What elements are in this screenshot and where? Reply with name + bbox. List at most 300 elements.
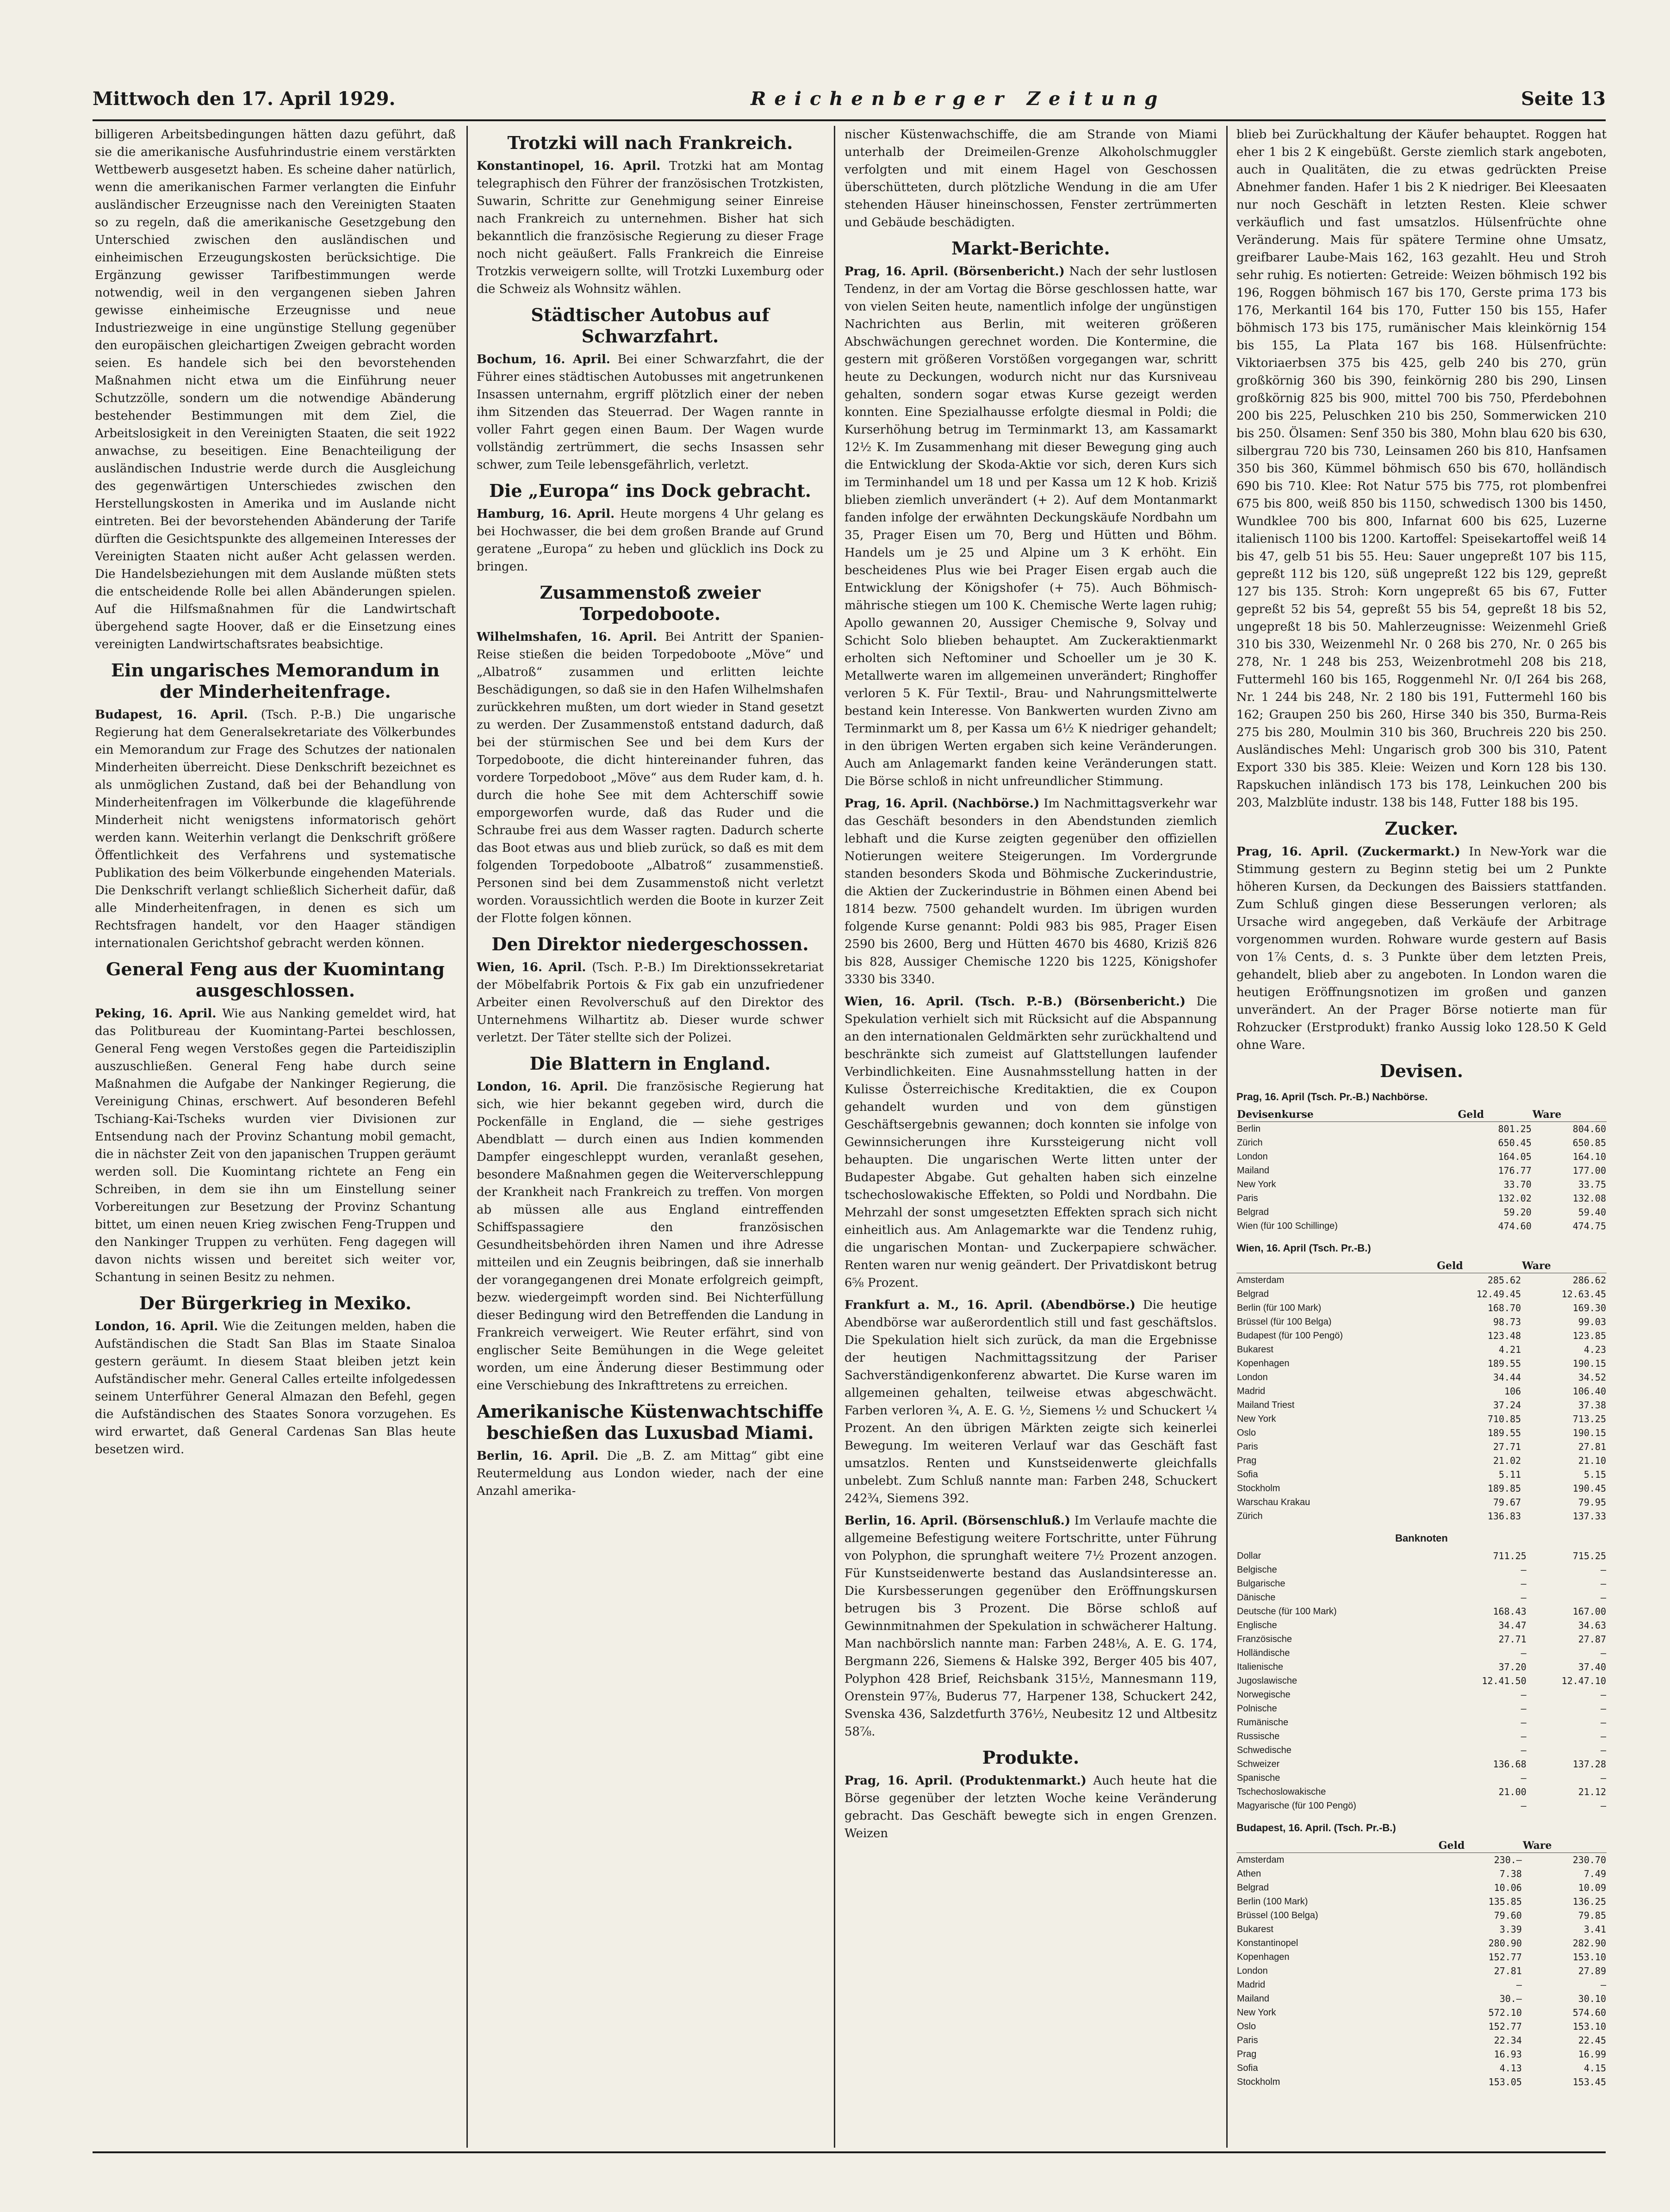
table-row <box>1236 1384 1607 1398</box>
dateline: Frankfurt a. M., 16. April. <box>844 1298 1033 1312</box>
article-headline: Amerikanische Küstenwachtschiffe beschießen das Luxusbad Miami. <box>477 1401 824 1443</box>
rate-geld: 10.06 <box>1494 1882 1522 1893</box>
currency-name: Paris <box>1237 1193 1258 1203</box>
rate-ware: 230.70 <box>1572 1854 1606 1865</box>
article-text: Im Nachmittagsverkehr war das Geschäft besonders in den Abendstunden ziemlich lebhaft und die Kurse zeigten gegenüber den offiziellen Notierungen weitere Steigerungen. Im Vordergrunde standen besonders Skoda und Böhmische Zuckerindustrie, die Aktien der Zuckerindustrie in Böhmen einen Abend bei 1814 bezw. 7500 gehandelt wurden. Im übrigen wurden folgende Kurse genannt: Poldi 983 bis 985, Prager Eisen 2590 bis 2600, Berg und Hütten 4670 bis 4680, Kriziš 826 bis 828, Aussiger Chemische 1220 bis 1225, Königshofer 3330 bis 3340. <box>844 797 1217 986</box>
article-body <box>95 1318 456 1458</box>
article-text: nischer Küstenwachschiffe, die am Strande von Miami unterhalb der Dreimeilen-Grenze Alkoholschmuggler verfolgten und mit einem Hagel von Geschossen überschütteten, durch plötzliche Wendung in die am Ufer stehenden Häuser hineinschossen, Fenster zertrümmerten und Gebäude beschädigten. <box>844 128 1217 229</box>
rate-geld: 136.83 <box>1487 1511 1521 1522</box>
rate-geld: 136.68 <box>1493 1759 1527 1770</box>
rate-ware: 37.40 <box>1578 1661 1606 1673</box>
column-divider <box>1226 126 1228 2148</box>
currency-name: Stockholm <box>1237 1483 1280 1493</box>
rate-ware: 177.00 <box>1572 1165 1606 1176</box>
rate-geld: 12.49.45 <box>1476 1289 1521 1300</box>
currency-name: New York <box>1237 1179 1276 1190</box>
rate-geld: 33.70 <box>1503 1179 1532 1190</box>
dateline: London, 16. April. <box>477 1080 608 1094</box>
currency-name: Belgrad <box>1237 1207 1269 1217</box>
currency-name: Berlin (für 100 Mark) <box>1237 1303 1322 1313</box>
currency-name: Oslo <box>1237 1428 1256 1438</box>
rate-ware: — <box>1600 1772 1606 1784</box>
report-type: (Börsenschluß.) <box>962 1514 1071 1528</box>
currency-table-wien <box>1236 1259 1607 1523</box>
rate-ware: 12.63.45 <box>1561 1289 1606 1300</box>
column-3 <box>844 126 1217 2148</box>
table-row <box>1236 1743 1607 1757</box>
table-row <box>1236 2020 1607 2033</box>
rate-ware: — <box>1600 1564 1606 1575</box>
dateline: Wien, 16. April. <box>844 995 964 1009</box>
currency-name: Mailand Triest <box>1237 1400 1295 1410</box>
rate-geld: 3.39 <box>1499 1924 1522 1935</box>
rate-ware: 37.38 <box>1578 1400 1606 1411</box>
footer-rule <box>93 2151 1606 2153</box>
currency-name: Stockholm <box>1237 2077 1280 2087</box>
currency-name: Englische <box>1237 1620 1277 1630</box>
rate-geld: 22.34 <box>1494 2035 1522 2046</box>
rate-ware: — <box>1600 1800 1606 1811</box>
currency-name: Italienische <box>1237 1662 1284 1672</box>
rate-geld: 285.62 <box>1487 1275 1521 1286</box>
rate-ware: 59.40 <box>1578 1207 1606 1218</box>
currency-name: London <box>1237 1152 1268 1162</box>
currency-name: Wien (für 100 Schillinge) <box>1237 1221 1338 1231</box>
report-type: (Zuckermarkt.) <box>1357 845 1460 859</box>
table-row <box>1236 1978 1607 1992</box>
table-row <box>1236 1936 1607 1950</box>
currency-name: Dollar <box>1237 1551 1261 1561</box>
dateline: Wilhelmshafen, 16. April. <box>477 630 657 644</box>
currency-name: Norwegische <box>1237 1690 1291 1700</box>
rate-geld: 27.71 <box>1493 1441 1521 1452</box>
currency-name: Athen <box>1237 1869 1261 1879</box>
currency-name: London <box>1237 1966 1268 1976</box>
rate-ware: 79.85 <box>1578 1910 1606 1921</box>
article-body <box>477 628 824 927</box>
rate-ware: 282.90 <box>1572 1938 1606 1949</box>
table-row <box>1236 1688 1607 1702</box>
currency-name: Dänische <box>1237 1592 1276 1603</box>
currency-name: Amsterdam <box>1237 1855 1285 1865</box>
column-1 <box>95 126 456 2148</box>
rate-geld: 164.05 <box>1498 1151 1532 1162</box>
rate-geld: 710.85 <box>1487 1413 1521 1425</box>
dateline: Wien, 16. April. <box>477 960 586 974</box>
article-text: Die heutige Abendbörse war außerordentlich still und fast geschäftslos. Die Spekulation hielt sich zurück, da man die Ergebnisse der heutigen Nachmittagssitzung der Pariser Sachverständigenkonferenz abwartet. Die Kurse waren im allgemeinen gehalten, teilweise etwas abgeschwächt. Farben verloren ¾, A. E. G. ½, Siemens ½ und Schuckert ¼ Prozent. An den übrigen Märkten zeigte sich keinerlei Bewegung. Im weiteren Verlauf war das Geschäft fast umsatzlos. Renten und Kunstseidenwerte gleichfalls unbelebt. Zum Schluß nannte man: Farben 248, Schuckert 242¾, Siemens 392. <box>844 1298 1217 1506</box>
rate-ware: 137.33 <box>1572 1511 1606 1522</box>
table-row <box>1236 1301 1607 1315</box>
currency-name: Bukarest <box>1237 1924 1273 1934</box>
table-row <box>1236 1370 1607 1384</box>
report-type: (Abendbörse.) <box>1040 1298 1136 1312</box>
header-rule <box>93 119 1606 121</box>
table-row <box>1236 1150 1607 1164</box>
rate-ware: 7.49 <box>1583 1868 1606 1879</box>
table-row <box>1236 1329 1607 1343</box>
currency-name: Brüssel (für 100 Belga) <box>1237 1317 1332 1327</box>
rate-geld: 16.93 <box>1494 2049 1522 2060</box>
table-header: Ware <box>1532 1108 1607 1122</box>
rate-ware: 4.15 <box>1583 2063 1606 2074</box>
report-type: (Börsenbericht.) <box>953 265 1065 279</box>
article-text: Wie aus Nanking gemeldet wird, hat das Politbureau der Kuomintang-Partei beschlossen, General Feng wegen Verstoßes gegen die Parteidisziplin auszuschließen. General Feng habe durch seine Maßnahmen die Aufgabe der Nankinger Regierung, die Vereinigung Chinas, erschwert. Auf besonderen Befehl Tschiang-Kai-Tscheks wurden vier Divisionen zur Entsendung nach der Provinz Schantung mobil gemacht, die in nächster Zeit von den japanischen Truppen geräumt werden soll. Die Kuomintang richtete an Feng ein Schreiben, in dem sie ihn um Einstellung seiner Vorbereitungen zur Besetzung der Provinz Schantung bittet, um einen neuen Krieg zwischen Feng-Truppen und den Nankinger Truppen zu verhüten. Feng dagegen will davon nichts wissen und bereitet sich weiter vor, Schantung in seinen Besitz zu nehmen. <box>95 1007 456 1284</box>
rate-geld: — <box>1521 1592 1527 1603</box>
rate-ware: 153.45 <box>1572 2076 1606 2088</box>
rate-geld: 711.25 <box>1493 1550 1527 1561</box>
table-row <box>1236 1674 1607 1688</box>
table-row <box>1236 1440 1607 1454</box>
currency-name: Mailand <box>1237 1994 1270 2004</box>
rate-geld: 650.45 <box>1498 1137 1532 1148</box>
currency-name: London <box>1237 1372 1268 1382</box>
table-row <box>1236 1122 1607 1136</box>
report-type: (Tsch. P.-B.) (Börsenbericht.) <box>974 995 1186 1009</box>
currency-name: Sofia <box>1237 2063 1258 2073</box>
rate-geld: 37.24 <box>1493 1400 1521 1411</box>
rate-ware: 132.08 <box>1572 1193 1606 1204</box>
article-headline: Ein ungarisches Memorandum in der Minderheitenfrage. <box>111 660 440 702</box>
rate-geld: 27.81 <box>1494 1965 1522 1977</box>
currency-name: Amsterdam <box>1237 1275 1285 1285</box>
rate-geld: 79.60 <box>1494 1910 1522 1921</box>
article-text: Trotzki hat am Montag telegraphisch den Führer der französischen Trotzkisten, Suwarin, Schritte zur Genehmigung seiner Einreise nach Frankreich zu unternehmen. Bisher hat sich bekanntlich die französische Regierung zu dieser Frage noch nicht geäußert. Falls Frankreich die Einreise Trotzkis verweigern sollte, will Trotzki Luxemburg oder die Schweiz als Wohnsitz wählen. <box>477 159 824 296</box>
currency-name: Belgische <box>1237 1565 1277 1575</box>
article-body <box>477 351 824 474</box>
table-row <box>1236 1895 1607 1908</box>
table-row <box>1236 1549 1607 1563</box>
rate-geld: 21.02 <box>1493 1455 1521 1466</box>
article-text: blieb bei Zurückhaltung der Käufer behauptet. Roggen hat eher 1 bis 2 K eingebüßt. Gerste ziemlich stark angeboten, auch in Qualitäten, die zu etwas gedrückten Preise Abnehmer fanden. Hafer 1 bis 2 K niedriger. Bei Kleesaaten nur noch Geschäft in letzten Resten. Kleie schwer verkäuflich und fast umsatzlos. Hülsenfrüchte ohne Veränderung. Mais für spätere Termine ohne Umsatz, greifbarer Laube-Mais 162, 163 gezahlt. Heu und Stroh sehr ruhig. Es notierten: Getreide: Weizen böhmisch 192 bis 196, Roggen böhmisch 167 bis 170, Gerste prima 173 bis 176, Merkantil 164 bis 170, Futter 150 bis 155, Hafer böhmisch 173 bis 175, rumänischer Mais kleinkörnig 154 bis 155, La Plata 167 bis 168. Hülsenfrüchte: Viktoriaerbsen 375 bis 425, gelb 240 bis 270, grün großkörnig 360 bis 390, feinkörnig 280 bis 290, Linsen großkörnig 825 bis 900, mittel 700 bis 750, Pferdebohnen 200 bis 225, Peluschken 210 bis 250, Sommerwicken 210 bis 250. Ölsamen: Senf 350 bis 380, Mohn blau 620 bis 630, silbergrau 720 bis 730, Leinsamen 260 bis 810, Hanfsamen 350 bis 360, Kümmel böhmisch 650 bis 670, holländisch 690 bis 710. Klee: Rot Natur 575 bis 775, rot plombenfrei 675 bis 800, weiß 850 bis 1150, schwedisch 1300 bis 1450, Wundklee 700 bis 800, Infarnat 600 bis 625, Luzerne italienisch 1100 bis 1200. Kartoffel: Speisekartoffel weiß 14 bis 47, gelb 51 bis 55. Heu: Sauer ungepreßt 107 bis 115, gepreßt 112 bis 120, süß ungepreßt 122 bis 129, gepreßt 127 bis 135. Stroh: Korn ungepreßt 65 bis 67, Futter gepreßt 52 bis 54, gepreßt 55 bis 54, gepreßt 18 bis 52, ungepreßt 18 bis 50. Mahlerzeugnisse: Weizenmehl Grieß 310 bis 330, Weizenmehl Nr. 0 268 bis 270, Nr. 0 265 bis 278, Nr. 1 248 bis 253, Weizenbrotmehl 208 bis 218, Futtermehl 160 bis 165, Roggenmehl Nr. 0/I 264 bis 268, Nr. 1 244 bis 248, Nr. 2 180 bis 191, Futtermehl 160 bis 162; Graupen 250 bis 260, Hirse 340 bis 350, Burma-Reis 275 bis 280, Moulmin 310 bis 360, Bruchreis 220 bis 250. Ausländisches Mehl: Ungarisch grob 300 bis 310, Patent Export 330 bis 385. Kleie: Weizen und Korn 128 bis 130. Rapskuchen inländisch 173 bis 178, Leinkuchen 200 bis 203, Malzblüte industr. 138 bis 148, Futter 188 bis 195. <box>1236 128 1607 810</box>
rate-ware: 21.12 <box>1578 1786 1606 1797</box>
article-body <box>95 706 456 952</box>
rate-geld: 34.47 <box>1498 1620 1527 1631</box>
section-headline: Devisen. <box>1379 1060 1464 1081</box>
rate-ware: 713.25 <box>1572 1413 1606 1425</box>
table-row <box>1236 1205 1607 1219</box>
rate-ware: 33.75 <box>1578 1179 1606 1190</box>
rate-geld: 168.70 <box>1487 1302 1521 1314</box>
article-headline: Trotzki will nach Frankreich. <box>507 132 793 153</box>
table-row <box>1236 1799 1607 1813</box>
rate-geld: 59.20 <box>1503 1207 1532 1218</box>
rate-geld: 4.21 <box>1498 1344 1521 1355</box>
column-divider <box>834 126 835 2148</box>
rate-geld: — <box>1516 1979 1522 1990</box>
column-2 <box>477 126 824 2148</box>
rate-ware: — <box>1600 1979 1606 1990</box>
table-title: Budapest, 16. April. (Tsch. Pr.-B.) <box>1236 1822 1396 1834</box>
table-row <box>1236 1273 1607 1288</box>
table-row <box>1236 1412 1607 1426</box>
rate-ware: — <box>1600 1731 1606 1742</box>
currency-name: Bulgarische <box>1237 1579 1285 1589</box>
market-report <box>844 1296 1217 1507</box>
currency-name: Madrid <box>1237 1980 1266 1990</box>
table-title: Banknoten <box>1395 1532 1448 1544</box>
rate-geld: — <box>1521 1564 1527 1575</box>
currency-name: Französische <box>1237 1634 1292 1644</box>
currency-name: Konstantinopel <box>1237 1938 1298 1948</box>
table-row <box>1236 1950 1607 1964</box>
table-row <box>1236 1716 1607 1729</box>
rate-geld: 37.20 <box>1498 1661 1527 1673</box>
rate-geld: — <box>1521 1731 1527 1742</box>
table-row <box>1236 1702 1607 1716</box>
rate-ware: 190.15 <box>1572 1427 1606 1438</box>
currency-name: Belgrad <box>1237 1883 1269 1893</box>
article-text: Auch heute hat die Börse gegenüber der letzten Woche keine Veränderung gebracht. Das Geschäft bewegte sich in engen Grenzen. Weizen <box>844 1774 1217 1840</box>
table-row <box>1236 1136 1607 1150</box>
article-text: billigeren Arbeitsbedingungen hätten dazu geführt, daß sie die amerikanische Ausfuhrindustrie einem verstärkten Wettbewerb ausgesetzt haben. Es scheine daher natürlich, wenn die amerikanischen Farmer verlangten die Einfuhr ausländischer Erzeugnisse nach den Vereinigten Staaten so zu regeln, daß die amerikanische Gesetzgebung den Unterschied zwischen den ausländischen und einheimischen Erzeugungskosten berücksichtige. Die Ergänzung gewisser Tarifbestimmungen werde notwendig, weil in den vergangenen sieben Jahren gewisse einheimische Erzeugnisse und neue Industriezweige in eine ungünstige Stellung gegenüber den europäischen gleichartigen Zweigen gebracht worden seien. Es handele sich bei den bevorstehenden Maßnahmen nicht etwa um die Einführung neuer Schutzzölle, sondern um die notwendige Abänderung bestehender Bestimmungen mit dem Ziel, die Arbeitslosigkeit in den Vereinigten Staaten, die seit 1922 anwachse, zu beseitigen. Eine Benachteiligung der ausländischen Industrie werde durch die Ausgleichung des gegenwärtigen Unterschiedes zwischen den Herstellungskosten in Amerika und im Auslande nicht eintreten. Bei der bevorstehenden Abänderung der Tarife dürften die Gesichtspunkte des allgemeinen Interesses der Vereinigten Staaten nicht außer Acht gelassen werden. Die Handelsbeziehungen mit dem Auslande müßten stets die entscheidende Rolle bei allen Abänderungen spielen. Auf die Hilfsmaßnahmen für die Landwirtschaft übergehend sagte Hoover, daß er die Einsetzung eines vereinigten Landwirtschaftsrates beabsichtige. <box>95 128 456 651</box>
table-header: Ware <box>1522 1839 1607 1853</box>
rate-ware: — <box>1600 1578 1606 1589</box>
currency-name: Spanische <box>1237 1773 1280 1783</box>
rate-ware: 650.85 <box>1572 1137 1606 1148</box>
table-row <box>1236 1357 1607 1370</box>
currency-name: Zürich <box>1237 1138 1263 1148</box>
currency-name: Deutsche (für 100 Mark) <box>1237 1606 1337 1617</box>
banknote-table <box>1236 1549 1607 1813</box>
article-body <box>95 1005 456 1286</box>
rate-ware: 27.87 <box>1578 1634 1606 1645</box>
article-text: (Tsch. P.-B.) Die ungarische Regierung hat dem Generalsekretariate des Völkerbundes ein Memorandum zur Frage des Schutzes der nationalen Minderheiten überreicht. Diese Denkschrift bezeichnet es als unmöglichen Zustand, daß bei der Behandlung von Minderheitenfragen im Völkerbunde die klageführende Minderheit nicht wenigstens informatorisch gehört werden kann. Weiterhin verlangt die Denkschrift größere Öffentlichkeit des Verfahrens und systematische Publikation des beim Völkerbunde eingehenden Materials. Die Denkschrift verlangt schließlich Sicherheit dafür, daß alle Minderheitenfragen, in denen es sich um Rechtsfragen handelt, vor den Haager ständigen internationalen Gerichtshof gebracht werden können. <box>95 708 456 950</box>
rate-geld: — <box>1521 1800 1527 1811</box>
table-row <box>1236 1164 1607 1177</box>
table-title: Wien, 16. April (Tsch. Pr.-B.) <box>1236 1242 1371 1254</box>
table-row <box>1236 1343 1607 1357</box>
dateline: London, 16. April. <box>95 1320 218 1333</box>
rate-geld: 21.00 <box>1498 1786 1527 1797</box>
rate-ware: 4.23 <box>1583 1344 1606 1355</box>
rate-ware: 153.10 <box>1572 1952 1606 1963</box>
article-text: Bei einer Schwarzfahrt, die der Führer eines städtischen Autobusses mit angetrunkenen Insassen unternahm, ergriff plötzlich einer der neben ihm Sitzenden das Steuerrad. Der Wagen rannte in voller Fahrt gegen einen Baum. Der Wagen wurde vollständig zertrümmert, die sechs Insassen sehr schwer, zum Teile lebensgefährlich, verletzt. <box>477 353 824 472</box>
currency-table-budapest <box>1236 1839 1607 2089</box>
table-header: Ware <box>1521 1259 1607 1273</box>
table-row <box>1236 2061 1607 2075</box>
market-report <box>1236 843 1607 1054</box>
rate-geld: 7.38 <box>1499 1868 1522 1879</box>
article-text: Wie die Zeitungen melden, haben die Aufständischen die Stadt San Blas im Staate Sinaloa gestern geräumt. In diesem Staat bleiben jetzt kein Aufständischer mehr. General Calles erteilte infolgedessen seinem Unterführer General Almazan den Befehl, gegen die Aufständischen des Staates Sonora vorzugehen. Es wird erwartet, daß General Cardenas San Blas heute besetzen wird. <box>95 1320 456 1456</box>
currency-name: Berlin (100 Mark) <box>1237 1896 1308 1907</box>
currency-name: Russische <box>1237 1731 1280 1741</box>
rate-geld: 572.10 <box>1488 2007 1522 2018</box>
currency-name: Belgrad <box>1237 1289 1269 1299</box>
table-row <box>1236 1495 1607 1509</box>
rate-geld: 189.55 <box>1487 1427 1521 1438</box>
rate-ware: 16.99 <box>1578 2049 1606 2060</box>
table-header: Geld <box>1436 1259 1521 1273</box>
rate-ware: — <box>1600 1689 1606 1700</box>
issue-date: Mittwoch den 17. April 1929. <box>93 87 396 110</box>
table-row <box>1236 1922 1607 1936</box>
rate-geld: 34.44 <box>1493 1372 1521 1383</box>
rate-ware: 574.60 <box>1572 2007 1606 2018</box>
article-headline: Die Blattern in England. <box>529 1053 771 1074</box>
currency-name: Madrid <box>1237 1386 1266 1396</box>
rate-ware: — <box>1600 1717 1606 1728</box>
currency-name: Mailand <box>1237 1165 1270 1176</box>
table-row <box>1236 1785 1607 1799</box>
table-row <box>1236 1632 1607 1646</box>
currency-name: Magyarische (für 100 Pengö) <box>1237 1801 1356 1811</box>
article-text: Die französische Regierung hat sich, wie hier bekannt gegeben wird, durch die Pockenfälle in England, die — siehe gestriges Abendblatt — durch einen aus Indien kommenden Dampfer eingeschleppt wurden, veranlaßt gesehen, besondere Maßnahmen gegen die Weiterverschleppung der Krankheit nach Frankreich zu treffen. Von morgen ab müssen alle aus England eintreffenden Schiffspassagiere den französischen Gesundheitsbehörden ihren Namen und ihre Adresse mitteilen und ein Zeugnis beibringen, daß sie innerhalb der vorangegangenen drei Monate erfolgreich geimpft, bezw. wiedergeimpft worden sind. Bei Nichterfüllung dieser Bedingung wird den Betreffenden die Landung in Frankreich verweigert. Wie Reuter erfährt, sind von englischer Seite Bemühungen in die Wege geleitet worden, um eine Änderung dieser Bestimmung oder eine Verschiebung des Inkrafttretens zu erreichen. <box>477 1080 824 1393</box>
rate-geld: 5.11 <box>1498 1469 1521 1480</box>
currency-name: Rumänische <box>1237 1717 1289 1728</box>
rate-geld: 12.41.50 <box>1482 1675 1527 1686</box>
rate-ware: 10.09 <box>1578 1882 1606 1893</box>
table-row <box>1236 1660 1607 1674</box>
article-text: (Tsch. P.-B.) Im Direktionssekretariat der Möbelfabrik Portois & Fix gab ein unzufriedener Arbeiter einen Revolverschuß auf den Direktor des Unternehmens Wilhartitz ab. Dieser wurde schwer verletzt. Der Täter stellte sich der Polizei. <box>477 960 824 1045</box>
column-4 <box>1236 126 1607 2148</box>
rate-ware: 22.45 <box>1578 2035 1606 2046</box>
rate-geld: 153.05 <box>1488 2076 1522 2088</box>
rate-ware: 137.28 <box>1572 1759 1606 1770</box>
rate-geld: — <box>1521 1745 1527 1756</box>
page-number: Seite 13 <box>1521 87 1606 110</box>
rate-ware: 27.81 <box>1578 1441 1606 1452</box>
market-report <box>844 1772 1217 1842</box>
table-row <box>1236 1881 1607 1895</box>
table-row <box>1236 1992 1607 2006</box>
currency-name: Sofia <box>1237 1469 1258 1480</box>
article-text: Im Verlaufe machte die allgemeine Befestigung weitere Fortschritte, unter Führung von Polyphon, die sprunghaft weitere 7½ Prozent anzogen. Für Kunstseidenwerte bestand das Auslandsinteresse an. Die Kursbesserungen gegenüber den Eröffnungskursen betrugen bis 3 Prozent. Die Börse schloß auf Gewinnmitnahmen der Spekulation in schwächerer Haltung. Man nachbörslich nannte man: Farben 248⅛, A. E. G. 174, Bergmann 226, Siemens & Halske 392, Berger 405 bis 407, Polyphon 428 Brief, Reichsbank 315½, Mannesmann 119, Orenstein 97⅞, Buderus 77, Harpener 138, Schuckert 242, Svenska 436, Salzdetfurth 376½, Neubesitz 12 und Altbesitz 58⅞. <box>844 1514 1217 1739</box>
rate-ware: 12.47.10 <box>1561 1675 1606 1686</box>
page-header <box>93 82 1606 115</box>
column-divider <box>466 126 468 2148</box>
table-row <box>1236 1315 1607 1329</box>
article-text: Nach der sehr lustlosen Tendenz, in der am Vortag die Börse geschlossen hatte, war von vielen Seiten heute, namentlich infolge der ungünstigen Nachrichten aus Berlin, mit weiteren größeren Abschwächungen gerechnet worden. Die Kontermine, die gestern mit größeren Vorstößen vorgegangen war, schritt heute zu Deckungen, wodurch nicht nur das Kursniveau gehalten, sondern sogar etwas Kurse gezeigt werden konnten. Eine Spezialhausse erfolgte diesmal in Poldi; die Kurserhöhung betrug im Terminmarkt 13, am Kassamarkt 12½ K. Im Zusammenhang mit dieser Bewegung ging auch die Entwicklung der Skoda-Aktie vor sich, deren Kurs sich im Terminhandel um 18 und per Kassa um 12 K hob. Kriziš blieben ziemlich unverändert (+ 2). Auf dem Montanmarkt fanden infolge der erwähnten Deckungskäufe Nordbahn um 35, Prager Eisen um 70, Berg und Hütten und Böhm. Handels um je 25 und Alpine um 3 K erhöht. Ein bescheidenes Plus wie bei Prager Eisen ergab auch die Entwicklung der Königshofer (+ 75). Auch Böhmisch-mährische stiegen um 100 K. Chemische Werte lagen ruhig; Apollo gewannen 20, Aussiger Chemische 9, Solvay und Schicht Solo blieben behauptet. Am Zuckeraktienmarkt erholten sich Neftominer und Schoeller um je 30 K. Metallwerte waren im allgemeinen unverändert; Ringhoffer verloren 5 K. Für Textil-, Brau- und Nahrungsmittelwerte bestand kein Interesse. Von Bankwerten wurden Zivno am Terminmarkt um 8, per Kassa um 6½ K niedriger gehandelt; in den übrigen Werten ergaben sich keine Veränderungen. Auch am Anlagemarkt fanden keine Veränderungen statt. Die Börse schloß in nicht unfreundlicher Stimmung. <box>844 265 1217 788</box>
rate-geld: 30.— <box>1499 1993 1522 2004</box>
market-report <box>844 795 1217 988</box>
rate-geld: 176.77 <box>1498 1165 1532 1176</box>
section-headline: Zucker. <box>1384 818 1459 839</box>
currency-table-prag <box>1236 1108 1607 1233</box>
rate-ware: — <box>1600 1648 1606 1659</box>
dateline: Berlin, 16. April. <box>844 1514 958 1528</box>
dateline: Budapest, 16. April. <box>95 708 248 722</box>
rate-ware: 286.62 <box>1572 1275 1606 1286</box>
rate-geld: 4.13 <box>1499 2063 1522 2074</box>
currency-name: Tschechoslowakische <box>1237 1787 1326 1797</box>
rate-ware: 190.15 <box>1572 1358 1606 1369</box>
rate-ware: 715.25 <box>1572 1550 1606 1561</box>
rate-geld: 152.77 <box>1488 2021 1522 2032</box>
rate-ware: 34.52 <box>1578 1372 1606 1383</box>
rate-geld: 801.25 <box>1498 1123 1532 1134</box>
dateline: Peking, 16. April. <box>95 1007 217 1021</box>
article-headline: General Feng aus der Kuomintang ausgeschlossen. <box>106 959 445 1001</box>
article-body <box>477 157 824 298</box>
rate-ware: 34.63 <box>1578 1620 1606 1631</box>
dateline: Bochum, 16. April. <box>477 353 610 366</box>
rate-ware: 167.00 <box>1572 1606 1606 1617</box>
market-report <box>844 993 1217 1292</box>
rate-geld: 132.02 <box>1498 1193 1532 1204</box>
rate-geld: 98.73 <box>1493 1316 1521 1327</box>
rate-geld: 189.55 <box>1487 1358 1521 1369</box>
table-row <box>1236 1468 1607 1481</box>
rate-geld: 79.67 <box>1493 1497 1521 1508</box>
section-headline: Markt-Berichte. <box>951 238 1110 259</box>
table-row <box>1236 1646 1607 1660</box>
table-row <box>1236 1591 1607 1605</box>
market-report <box>844 1512 1217 1741</box>
rate-geld: — <box>1521 1703 1527 1714</box>
rate-ware: 123.85 <box>1572 1330 1606 1341</box>
currency-name: Warschau Krakau <box>1237 1497 1310 1507</box>
table-title: Prag, 16. April (Tsch. Pr.-B.) Nachbörse. <box>1236 1091 1428 1103</box>
currency-name: Prag <box>1237 1456 1257 1466</box>
table-row <box>1236 1509 1607 1523</box>
rate-geld: 135.85 <box>1488 1896 1522 1907</box>
article-text: In New-York war die Stimmung gestern zu Beginn stetig bei um 2 Punkte höheren Kursen, da Deckungen des Baissiers stattfanden. Zum Schluß gingen diese Besserungen verloren; als Ursache wird angegeben, daß Verkäufe der Arbitrage vorgenommen wurden. Rohware wurde gestern auf Basis von 1⅞ Cents, d. s. 3 Punkte über dem letzten Preis, gehandelt, blieb aber zu angeboten. In London waren die heutigen Eröffnungsnotizen im großen und ganzen unverändert. An der Prager Börse notierte man für Rohzucker (Erstprodukt) franko Aussig loko 128.50 K Geld ohne Ware. <box>1236 845 1607 1052</box>
currency-name: Paris <box>1237 2035 1258 2045</box>
report-type: (Produktenmarkt.) <box>959 1774 1086 1788</box>
rate-geld: — <box>1521 1578 1527 1589</box>
table-header: Geld <box>1438 1839 1522 1853</box>
rate-geld: 106 <box>1504 1386 1521 1397</box>
rate-ware: 27.89 <box>1578 1965 1606 1977</box>
table-row <box>1236 1454 1607 1468</box>
currency-name: Jugoslawische <box>1237 1676 1298 1686</box>
rate-geld: — <box>1521 1689 1527 1700</box>
table-row <box>1236 1605 1607 1618</box>
dateline: Konstantinopel, 16. April. <box>477 159 661 173</box>
table-row <box>1236 1729 1607 1743</box>
rate-geld: 168.43 <box>1493 1606 1527 1617</box>
currency-name: Budapest (für 100 Pengö) <box>1237 1331 1343 1341</box>
rate-ware: 136.25 <box>1572 1896 1606 1907</box>
rate-ware: 3.41 <box>1583 1924 1606 1935</box>
market-report <box>844 263 1217 790</box>
table-row <box>1236 1867 1607 1881</box>
rate-geld: 474.60 <box>1498 1221 1532 1232</box>
rate-ware: 153.10 <box>1572 2021 1606 2032</box>
rate-ware: 169.30 <box>1572 1302 1606 1314</box>
rate-geld: 189.85 <box>1487 1483 1521 1494</box>
article-headline: Die „Europa“ ins Dock gebracht. <box>489 480 812 501</box>
dateline: Prag, 16. April. <box>844 265 949 279</box>
currency-name: Polnische <box>1237 1704 1277 1714</box>
rate-ware: 106.40 <box>1572 1386 1606 1397</box>
rate-geld: 230.— <box>1494 1854 1522 1865</box>
rate-geld: 280.90 <box>1488 1938 1522 1949</box>
table-row <box>1236 1964 1607 1978</box>
article-text: Bei Antritt der Spanien-Reise stießen die beiden Torpedoboote „Möve“ und „Albatroß“ zusammen und erlitten leichte Beschädigungen, so daß sie in den Hafen Wilhelmshafen zurückkehren mußten, um dort wieder in Stand gesetzt zu werden. Der Zusammenstoß entstand dadurch, daß bei der stürmischen See und bei dem Kurs der Torpedoboote, die dicht hintereinander fuhren, das vordere Torpedoboot „Möve“ aus dem Ruder kam, d. h. durch die hohe See mit dem Achterschiff sowie emporgeworfen wurde, daß das Ruder und die Schraube frei aus dem Wasser ragten. Dadurch scherte das Boot etwas aus und blieb zurück, so daß es mit dem folgenden Torpedoboote „Albatroß“ zusammenstieß. Personen sind bei dem Zusammenstoß nicht verletzt worden. Voraussichtlich werden die Boote in kurzer Zeit der Flotte folgen können. <box>477 630 824 925</box>
currency-name: Schweizer <box>1237 1759 1280 1769</box>
rate-geld: — <box>1521 1717 1527 1728</box>
rate-geld: — <box>1521 1772 1527 1784</box>
currency-name: Holländische <box>1237 1648 1290 1658</box>
article-headline: Der Bürgerkrieg in Mexiko. <box>139 1293 412 1314</box>
rate-ware: — <box>1600 1703 1606 1714</box>
article-text: Die „B. Z. am Mittag“ gibt eine Reutermeldung aus London wieder, nach der eine Anzahl amerika- <box>477 1449 824 1498</box>
rate-geld: 27.71 <box>1498 1634 1527 1645</box>
table-row <box>1236 2006 1607 2020</box>
rate-ware: 804.60 <box>1572 1123 1606 1134</box>
table-row <box>1236 1908 1607 1922</box>
table-row <box>1236 2047 1607 2061</box>
article-text: Die Spekulation verhielt sich mit Rücksicht auf die Abspannung an den internationalen Geldmärkten sehr zurückhaltend und beschränkte sich zumeist auf Glattstellungen laufender Verbindlichkeiten. Eine Ausnahmsstellung hatten in der Kulisse Österreichische Kreditaktien, die ex Coupon gehandelt wurden und von dem günstigen Geschäftsergebnis gewannen; doch konnten sie infolge von Gewinnsicherungen ihre Kurssteigerung nicht voll behaupten. Die ungarischen Werte litten unter der Budapester Abgabe. Gut gehalten haben sich einzelne tschechoslowakische Effekten, so Poldi und Nordbahn. Die Mehrzahl der sonst umgesetzten Effekten sprach sich nicht einheitlich aus. Am Anlagemarkte war die Tendenz ruhig, die ungarischen Montan- und Zuckerpapiere schwächer. Renten waren nur wenig geändert. Der Privatdiskont betrug 6⅝ Prozent. <box>844 995 1217 1290</box>
currency-name: Prag <box>1237 2049 1257 2059</box>
report-type: (Nachbörse.) <box>951 797 1040 811</box>
rate-ware: 79.95 <box>1578 1497 1606 1508</box>
currency-name: New York <box>1237 1414 1276 1424</box>
currency-name: Berlin <box>1237 1124 1261 1134</box>
table-row <box>1236 1426 1607 1440</box>
rate-ware: — <box>1600 1745 1606 1756</box>
